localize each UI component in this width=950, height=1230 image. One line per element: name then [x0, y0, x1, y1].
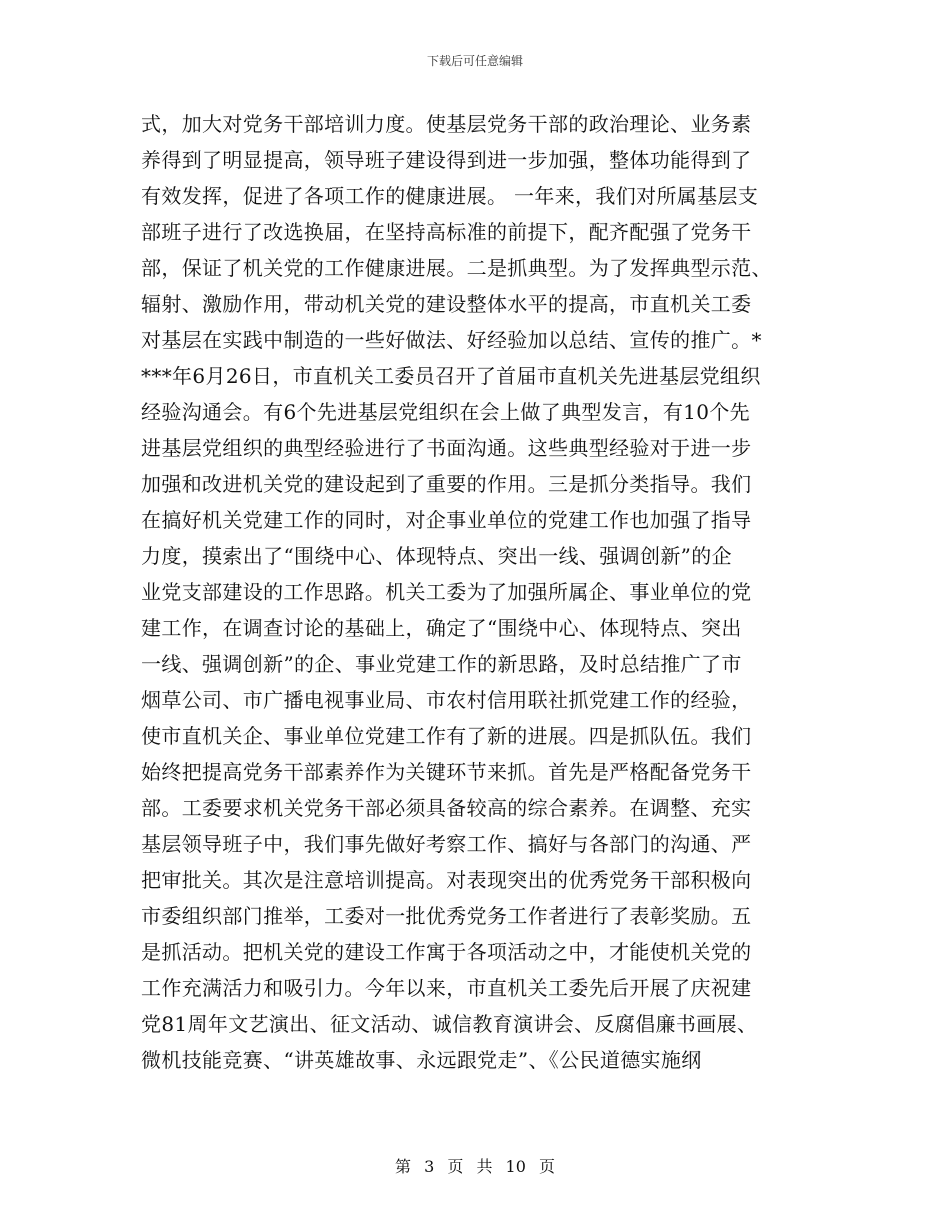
text-line: 式，加大对党务干部培训力度。使基层党务干部的政治理论、业务素: [141, 112, 752, 136]
text-line: 部班子进行了改选换届，在坚持高标准的前提下，配齐配强了党务干: [141, 220, 752, 244]
text-line: 始终把提高党务干部素养作为关键环节来抓。首先是严格配备党务干: [141, 760, 752, 784]
text-line: 养得到了明显提高，领导班子建设得到进一步加强，整体功能得到了: [141, 148, 752, 172]
text-line: 微机技能竞赛、“讲英雄故事、永远跟党走”、《公民道德实施纲: [141, 1048, 702, 1072]
document-body: [141, 106, 813, 1078]
text-line: 有效发挥，促进了各项工作的健康进展。 一年来，我们对所属基层支: [141, 184, 759, 208]
text-line: 加强和改进机关党的建设起到了重要的作用。三是抓分类指导。我们: [141, 472, 752, 496]
text-line: 经验沟通会。有6个先进基层党组织在会上做了典型发言，有10个先: [141, 400, 751, 424]
text-line: 把审批关。其次是注意培训提高。对表现突出的优秀党务干部积极向: [141, 868, 752, 892]
text-line: 部。工委要求机关党务干部必须具备较高的综合素养。在调整、充实: [141, 796, 752, 820]
text-line: 对基层在实践中制造的一些好做法、好经验加以总结、宣传的推广。*: [141, 328, 762, 352]
text-line: 力度，摸索出了“围绕中心、体现特点、突出一线、强调创新”的企: [141, 544, 732, 568]
text-line: 烟草公司、市广播电视事业局、市农村信用联社抓党建工作的经验，: [141, 688, 752, 712]
text-line: 一线、强调创新”的企、事业党建工作的新思路，及时总结推广了市: [141, 652, 742, 676]
text-line: 进基层党组织的典型经验进行了书面沟通。这些典型经验对于进一步: [141, 436, 752, 460]
text-line: 市委组织部门推举，工委对一批优秀党务工作者进行了表彰奖励。五: [141, 904, 752, 928]
text-line: 是抓活动。把机关党的建设工作寓于各项活动之中，才能使机关党的: [141, 940, 752, 964]
page-footer: 第 3 页 共 10 页: [395, 1157, 555, 1176]
text-line: 党81周年文艺演出、征文活动、诚信教育演讲会、反腐倡廉书画展、: [141, 1012, 758, 1036]
text-line: 辐射、激励作用，带动机关党的建设整体水平的提高，市直机关工委: [141, 292, 752, 316]
text-line: ***年6月26日，市直机关工委员召开了首届市直机关先进基层党组织: [141, 364, 761, 388]
text-line: 基层领导班子中，我们事先做好考察工作、搞好与各部门的沟通、严: [141, 832, 752, 856]
page-header: 下载后可任意编辑: [426, 54, 523, 68]
text-line: 建工作，在调查讨论的基础上，确定了“围绕中心、体现特点、突出: [141, 616, 742, 640]
text-line: 在搞好机关党建工作的同时，对企事业单位的党建工作也加强了指导: [141, 508, 752, 532]
text-line: 工作充满活力和吸引力。今年以来，市直机关工委先后开展了庆祝建: [141, 976, 752, 1000]
text-line: 业党支部建设的工作思路。机关工委为了加强所属企、事业单位的党: [141, 580, 752, 604]
text-line: 部，保证了机关党的工作健康进展。二是抓典型。为了发挥典型示范、: [141, 256, 772, 280]
text-line: 使市直机关企、事业单位党建工作有了新的进展。四是抓队伍。我们: [141, 724, 752, 748]
